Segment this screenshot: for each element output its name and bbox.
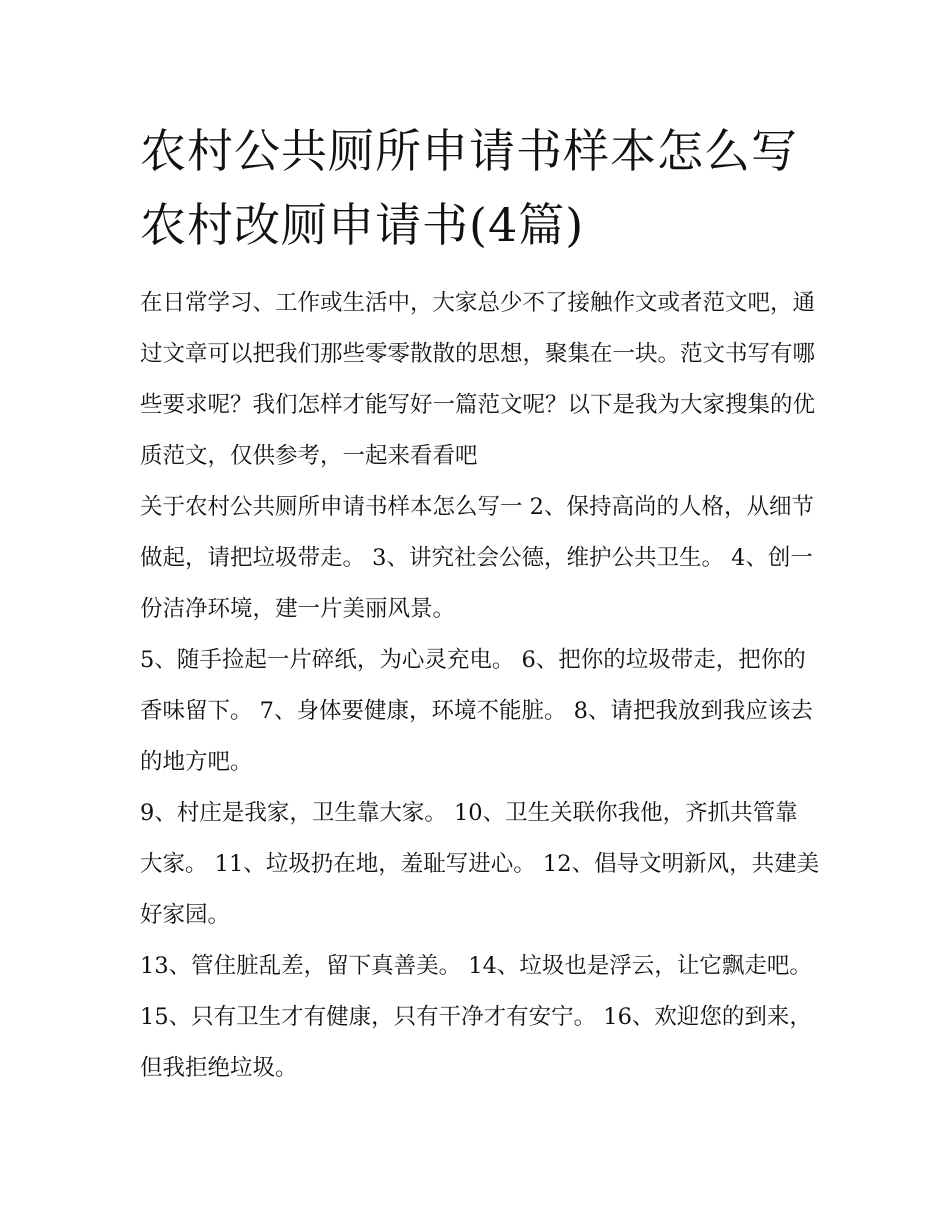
document-body xyxy=(140,278,820,1094)
document-title: 农村公共厕所申请书样本怎么写 农村改厕申请书(4篇) xyxy=(140,124,798,252)
slogan-paragraph-3: 9、村庄是我家，卫生靠大家。 10、卫生关联你我他，齐抓共管靠大家。 11、垃圾扔在地，羞耻写进心。 12、倡导文明新风，共建美好家园。 xyxy=(140,800,820,928)
slogan-paragraph-4: 13、管住脏乱差，留下真善美。 14、垃圾也是浮云，让它飘走吧。 15、只有卫生才有健康，只有干净才有安宁。 16、欢迎您的到来，但我拒绝垃圾。 xyxy=(140,953,812,1081)
slogan-paragraph-2: 5、随手捡起一片碎纸，为心灵充电。 6、把你的垃圾带走，把你的香味留下。 7、身体要健康，环境不能脏。 8、请把我放到我应该去的地方吧。 xyxy=(140,647,813,775)
intro-paragraph: 在日常学习、工作或生活中，大家总少不了接触作文或者范文吧，通过文章可以把我们那些零零散散的思想，聚集在一块。范文书写有哪些要求呢？我们怎样才能写好一篇范文呢？以下是我为大家搜集的优质范文，仅供参考，一起来看看吧 xyxy=(140,290,816,469)
slogan-paragraph-1: 关于农村公共厕所申请书样本怎么写一 2、保持高尚的人格，从细节做起，请把垃圾带走。 3、讲究社会公德，维护公共卫生。 4、创一份洁净环境，建一片美丽风景。 xyxy=(140,494,814,622)
